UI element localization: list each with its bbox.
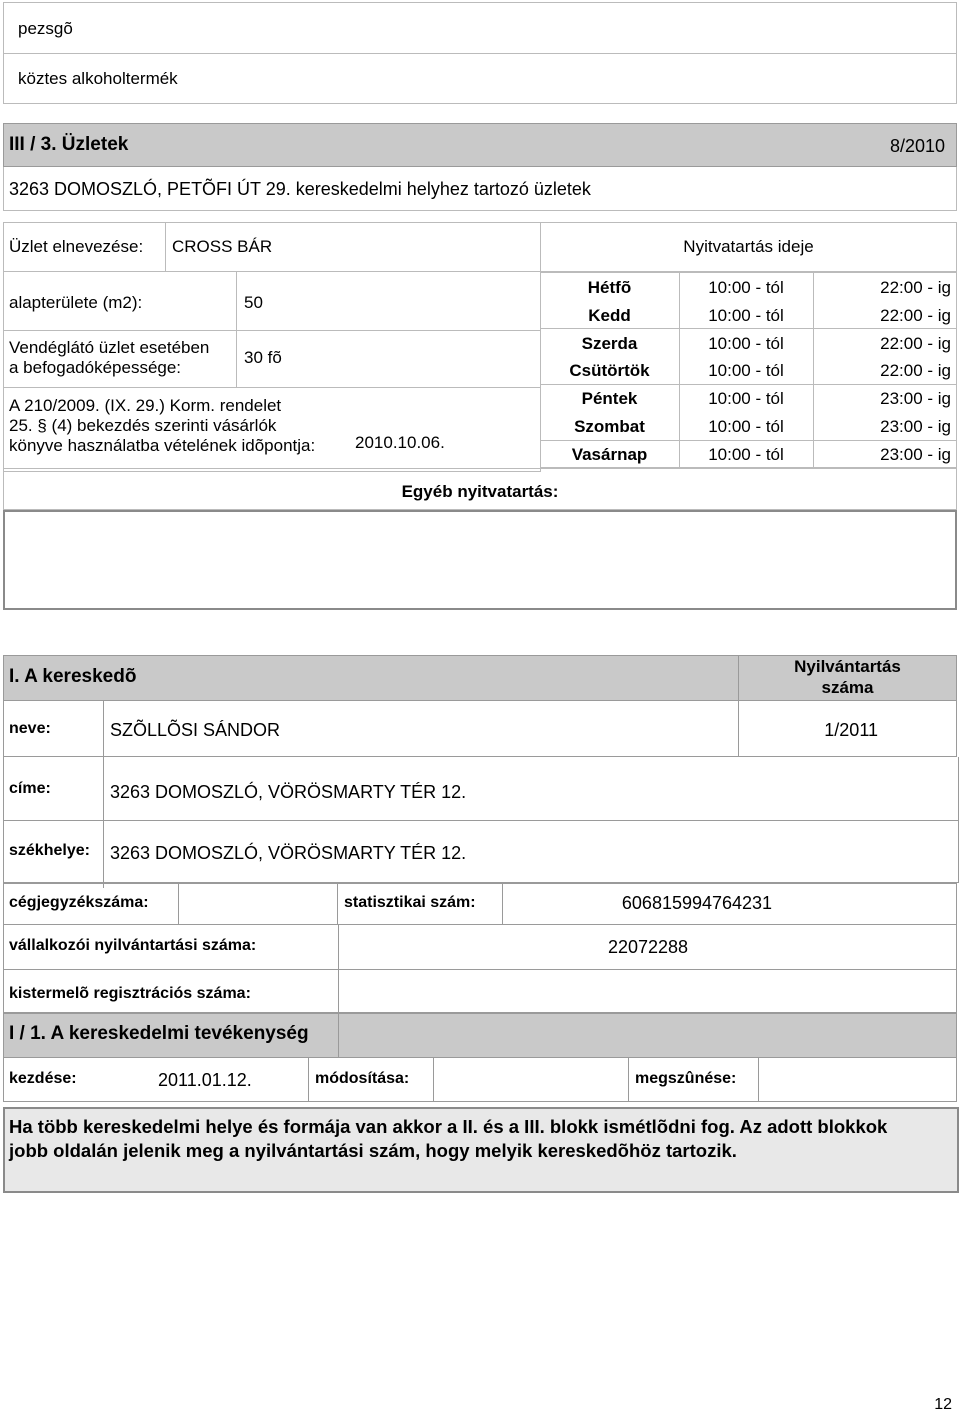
activity-dates-row [3,1058,957,1102]
divider [236,272,237,387]
area-label: alapterülete (m2): [9,293,143,312]
decree-line-2: 25. § (4) bekezdés szerinti vásárlók [9,416,277,435]
stat-number-label: statisztikai szám: [344,894,476,911]
other-hours-label: Egyéb nyitvatartás: [401,482,559,501]
entrepreneur-label: vállalkozói nyilvántartási száma: [9,937,257,954]
trader-name-value: SZÕLLÕSI SÁNDOR [110,720,281,740]
hours-day-5: Szombat [574,417,645,436]
area-value: 50 [244,293,263,312]
divider [178,883,179,925]
company-reg-label: cégjegyzékszáma: [9,894,149,911]
trader-title: I. A kereskedõ [9,666,137,687]
decree-line-3: könyve használatba vételének idõpontja: [9,436,316,455]
reg-number-value: 1/2011 [824,720,878,740]
hours-from-3: 10:00 - tól [708,361,784,380]
activity-start-value: 2011.01.12. [158,1070,252,1090]
activity-title: I / 1. A kereskedelmi tevékenység [9,1023,309,1044]
hours-day-2: Szerda [581,334,638,353]
reg-number-label-2: száma [821,678,874,697]
hours-title: Nyitvatartás ideje [683,237,814,256]
divider [628,1058,629,1102]
divider [338,1013,339,1058]
divider [308,1058,309,1102]
capacity-label-2: a befogadóképessége: [9,358,182,377]
capacity-value: 30 fõ [244,348,282,367]
entrepreneur-value: 22072288 [607,937,689,957]
hours-to-1: 22:00 - ig [880,306,951,325]
hours-to-5: 23:00 - ig [880,417,951,436]
hours-day-6: Vasárnap [571,445,648,464]
trader-name-label: neve: [9,720,51,737]
activity-end-label: megszûnése: [635,1070,737,1087]
divider [540,384,957,385]
shop-name-value: CROSS BÁR [172,237,273,256]
hours-day-1: Kedd [588,306,631,325]
trader-address-value: 3263 DOMOSZLÓ, VÖRÖSMARTY TÉR 12. [110,782,467,802]
decree-value: 2010.10.06. [355,433,445,452]
shop-name-label: Üzlet elnevezése: [9,237,144,256]
hours-from-4: 10:00 - tól [708,389,784,408]
activity-start-label: kezdése: [9,1070,77,1087]
divider [3,330,541,331]
hours-from-5: 10:00 - tól [708,417,784,436]
hours-to-4: 23:00 - ig [880,389,951,408]
hours-from-0: 10:00 - tól [708,278,784,297]
divider [758,1058,759,1102]
other-hours-box [3,510,957,610]
trader-address-label: címe: [9,780,51,797]
hours-from-6: 10:00 - tól [708,445,784,464]
divider [540,328,957,329]
product-pezsgo: pezsgõ [18,19,73,38]
hours-day-4: Péntek [581,389,638,408]
trader-seat-value: 3263 DOMOSZLÓ, VÖRÖSMARTY TÉR 12. [110,843,467,863]
stat-number-value: 606815994764231 [621,893,773,913]
product-koztes: köztes alkoholtermék [18,69,178,88]
section-title: III / 3. Üzletek [9,134,129,155]
divider [433,1058,434,1102]
section-header [3,123,957,167]
hours-from-2: 10:00 - tól [708,334,784,353]
hours-to-2: 22:00 - ig [880,334,951,353]
hours-from-1: 10:00 - tól [708,306,784,325]
capacity-label-1: Vendéglátó üzlet esetében [9,338,210,357]
hours-day-3: Csütörtök [569,361,650,380]
hours-day-0: Hétfõ [587,278,632,297]
hours-to-6: 23:00 - ig [880,445,951,464]
note-text: Ha több kereskedelmi helye és formája van akkor a II. és a III. blokk ismétlõdni fog. Az adott blokkok jobb oldalán jelenik meg a nyilvántartási szám, hogy melyik kereskedõhöz tartozik. [9,1116,888,1161]
hours-to-0: 22:00 - ig [880,278,951,297]
divider [3,387,541,388]
divider [165,222,166,272]
decree-line-1: A 210/2009. (IX. 29.) Korm. rendelet [9,396,282,415]
divider [337,883,338,925]
page-number: 12 [934,1396,952,1413]
hours-to-3: 22:00 - ig [880,361,951,380]
activity-mod-label: módosítása: [315,1070,410,1087]
divider [540,440,957,441]
top-product-divider [3,53,957,54]
reg-number-label-1: Nyilvántartás [794,657,901,676]
small-producer-label: kistermelõ regisztrációs száma: [9,985,251,1002]
section-number: 8/2010 [889,136,945,156]
shop-address-line: 3263 DOMOSZLÓ, PETÕFI ÚT 29. kereskedelmi helyhez tartozó üzletek [9,179,591,199]
trader-seat-label: székhelye: [9,842,90,859]
